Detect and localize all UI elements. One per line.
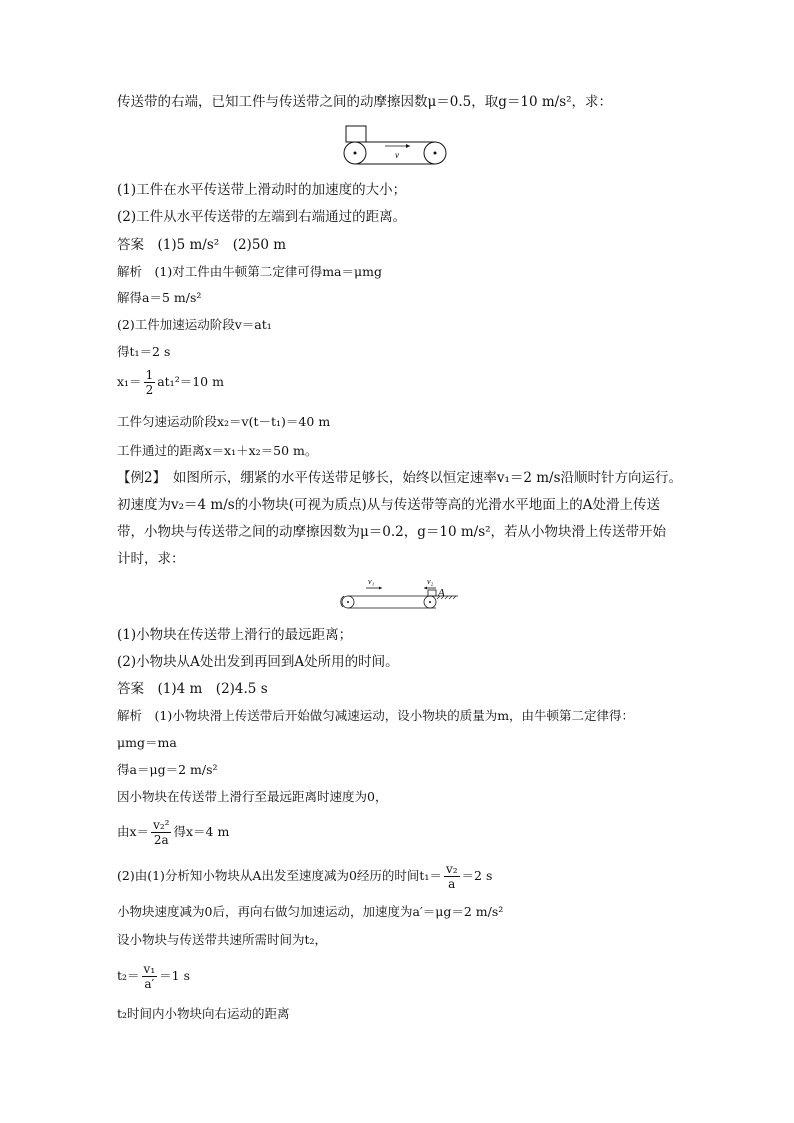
v1-label: v₁ xyxy=(368,577,375,586)
question-3: (1)小物块在传送带上滑行的最远距离； xyxy=(117,627,353,643)
velocity-label: v xyxy=(395,150,399,160)
fraction-numerator: v₂² xyxy=(153,818,170,832)
equation-t2-lhs: t₂＝ xyxy=(117,968,140,983)
equation-x1-rhs: at₁²＝10 m xyxy=(157,374,224,389)
solution-1-line-3: (2)工件加速运动阶段v＝at₁ xyxy=(117,317,272,332)
conveyor-figure-1 xyxy=(340,124,450,168)
right-axle xyxy=(434,152,437,155)
solution-1-line-6: 工件匀速运动阶段x₂＝v(t－t₁)＝40 m xyxy=(117,414,331,429)
fraction-denominator: 2a xyxy=(151,832,171,847)
question-2: (2)工件从水平传送带的左端到右端通过的距离。 xyxy=(117,209,407,225)
fraction-one-half xyxy=(144,368,156,397)
solution-2-line-5 xyxy=(117,818,687,847)
fraction-numerator: v₂ xyxy=(445,862,458,876)
question-4: (2)小物块从A处出发到再回到A处所用的时间。 xyxy=(117,654,399,670)
answer-1: 答案 (1)5 m/s² (2)50 m xyxy=(117,237,287,253)
left-axle xyxy=(354,152,357,155)
solution-2-line-4: 因小物块在传送带上滑行至最远距离时速度为0， xyxy=(117,789,388,804)
example-2-line-2: 初速度为v₂＝4 m/s的小物块(可视为质点)从与传送带等高的光滑水平地面上的A处滑上传送 xyxy=(117,497,660,513)
solution-2-line-10: t₂时间内小物块向右运动的距离 xyxy=(117,1006,290,1021)
v2-arrowhead xyxy=(424,587,427,590)
solution-2-line-9 xyxy=(117,962,687,991)
workpiece-block xyxy=(346,126,366,142)
right-axle-2 xyxy=(429,601,431,603)
solution-1-line-7: 工件通过的距离x＝x₁＋x₂＝50 m。 xyxy=(117,443,318,458)
solution-1-line-4: 得t₁＝2 s xyxy=(117,344,171,359)
fraction-denominator: a xyxy=(444,876,460,891)
fraction-v2sq-over-2a xyxy=(151,818,171,847)
intro-text: 传送带的右端，已知工件与传送带之间的动摩擦因数μ＝0.5，取g＝10 m/s²，求： xyxy=(117,94,613,110)
solution-1-line-1: 解析 (1)对工件由牛顿第二定律可得ma＝μmg xyxy=(117,264,382,279)
fraction-numerator: 1 xyxy=(145,368,154,382)
solution-2-line-2: μmg＝ma xyxy=(117,735,177,750)
example-2-line-3: 带，小物块与传送带之间的动摩擦因数为μ＝0.2，g＝10 m/s²，若从小物块滑上传送带开始 xyxy=(117,524,667,540)
answer-2: 答案 (1)4 m (2)4.5 s xyxy=(117,681,268,697)
fraction-numerator: v₁ xyxy=(143,962,156,976)
equation-t2-rhs: ＝1 s xyxy=(159,968,190,983)
solution-2-line-8: 设小物块与传送带共速所需时间为t₂， xyxy=(117,932,328,947)
fraction-v2-over-a xyxy=(444,862,460,891)
fraction-denominator: a′ xyxy=(142,976,158,991)
v1-arrowhead xyxy=(379,587,382,590)
equation-t1-rhs: ＝2 s xyxy=(461,868,493,883)
equation-t1-lhs: (2)由(1)分析知小物块从A出发至速度减为0经历的时间t₁＝ xyxy=(117,868,442,883)
velocity-arrowhead xyxy=(406,144,410,148)
solution-2-line-6 xyxy=(117,862,687,891)
example-2-line-4: 计时，求： xyxy=(117,551,185,567)
fraction-denominator: 2 xyxy=(145,383,154,397)
point-a-label: A xyxy=(438,587,445,599)
question-1: (1)工件在水平传送带上滑动时的加速度的大小； xyxy=(117,182,407,198)
solution-2-line-3: 得a＝μg＝2 m/s² xyxy=(117,762,218,777)
equation-x1-lhs: x₁＝ xyxy=(117,374,142,389)
solution-1-line-2: 解得a＝5 m/s² xyxy=(117,290,202,305)
left-axle-2 xyxy=(347,601,349,603)
conveyor-figure-2 xyxy=(336,574,460,614)
solution-2-line-1: 解析 (1)小物块滑上传送带后开始做匀减速运动，设小物块的质量为m，由牛顿第二定律得： xyxy=(117,708,635,723)
example-2-line-1: 【例2】 如图所示，绷紧的水平传送带足够长，始终以恒定速率v₁＝2 m/s沿顺时针方向运行。 xyxy=(117,470,683,486)
v2-label: v₂ xyxy=(427,577,434,586)
solution-1-line-5 xyxy=(117,368,687,397)
fraction-v1-over-a-prime xyxy=(142,962,158,991)
solution-2-line-7: 小物块速度减为0后，再向右做匀加速运动，加速度为a′＝μg＝2 m/s² xyxy=(117,904,504,919)
equation-x-rhs: 得x＝4 m xyxy=(173,824,230,839)
equation-x-lhs: 由x＝ xyxy=(117,824,150,839)
small-block xyxy=(428,590,436,596)
